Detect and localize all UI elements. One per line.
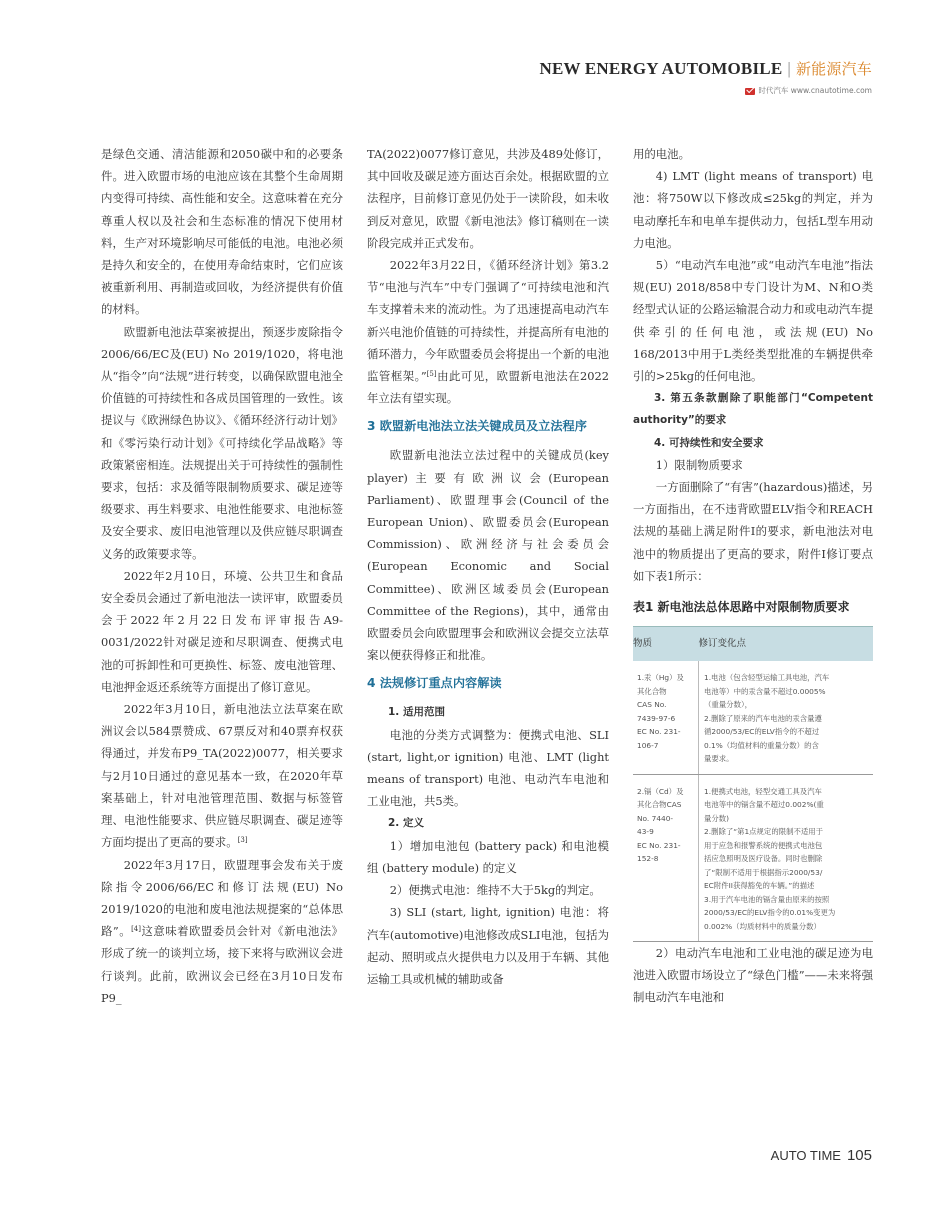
- cell-line: 循2000/53/EC的ELV指令的不超过: [704, 727, 820, 737]
- journal-website-text: 时代汽车 www.cnautotime.com: [758, 86, 872, 95]
- table-cell-change: [699, 661, 874, 774]
- subheading-text: 2. 定义: [388, 817, 424, 830]
- cell-line: 用于应急和报警系统的便携式电池包: [704, 840, 823, 850]
- cell-line: 其化合物CAS: [637, 800, 682, 810]
- paragraph: 欧盟新电池法草案被提出，预逐步废除指令2006/66/EC及(EU) No 2019/1020，将电池从“指令”向“法规”进行转变，以确保欧盟电池全价值链的可持续性和各成员国管理的一致性。该提议与《欧洲绿色协议》、《循环经济行动计划》和《零污染行动计划》《可持续化学品战略》等政策紧密相连。法规提出关于可持续性的强制性要求，包括：求及循等限制物质要求、碳足迹等级要求、再生料要求、电池性能要求、电池标签及安全要求、废旧电池管理以及供应链尽职调查义务的政策要求等。: [101, 324, 343, 561]
- cell-line: 0.1%（均值材料的重量分数）的含: [704, 740, 819, 750]
- cell-line: 2.删除了原来的汽车电池的汞含量遵: [704, 713, 822, 723]
- cell-line: 1.电池（包含轻型运输工具电池，汽车: [704, 673, 830, 683]
- restricted-substances-table: [633, 626, 873, 942]
- subheading: [633, 387, 873, 431]
- cell-line: 2.删除了“第1点规定的限制不适用于: [704, 827, 824, 837]
- journal-title-en: NEW ENERGY AUTOMOBILE: [539, 59, 783, 78]
- table-cell-material: [633, 661, 699, 774]
- journal-website: [539, 85, 872, 96]
- paragraph-text: 2022年3月17日，欧盟理事会发布关于废除指令2006/66/EC和修订法规(EU) No 2019/1020的电池和废电池法规提案的“总体思路”。: [101, 857, 343, 939]
- page-header: [539, 58, 872, 96]
- cell-line: CAS No.: [637, 700, 667, 710]
- subheading: [367, 701, 609, 723]
- cell-line: 43-9: [637, 827, 654, 837]
- paragraph: 是绿色交通、清洁能源和2050碳中和的必要条件。进入欧盟市场的电池应该在其整个生命周期内变得可持续、高性能和安全。这意味着在充分尊重人权以及社会和生态标准的情况下使用材料，生产对环境影响尽可能低的电池。电池必须是持久和安全的，在使用寿命结束时，它们应该被重新利用、再制造或回收，为经济提供有价值的材料。: [101, 147, 343, 317]
- cell-line: 电池等中的镉含量不超过0.002%(重: [704, 800, 824, 810]
- page-footer: [771, 1147, 872, 1164]
- page-number: 105: [846, 1147, 872, 1164]
- cell-line: No. 7440-: [637, 813, 674, 823]
- subheading-text: 1. 适用范围: [388, 706, 445, 719]
- citation-ref: [4]: [131, 925, 141, 934]
- paragraph: 电池的分类方式调整为：便携式电池、SLI (start, light,or ignition) 电池、LMT (light means of transport) 电池、电动汽车电池和工业电池，共5类。: [367, 727, 609, 809]
- cell-line: 7439-97-6: [637, 713, 676, 723]
- paragraph-text: 2022年3月22日，《循环经济计划》第3.2节“电池与汽车”中专门强调了“可持续电池和汽车支撑着未来的流动性。为了迅速提高电动汽车新兴电池价值链的可持续性，并提高所有电池的循环潜力，今年欧盟委员会将提出一个新的电池监管框架。”: [367, 258, 609, 384]
- paragraph: 2）便携式电池：维持不大于5kg的判定。: [389, 883, 601, 898]
- table-cell-change: [699, 774, 874, 942]
- paragraph: [101, 854, 343, 1009]
- cell-line: 量要求。: [704, 754, 734, 764]
- table-row: [633, 661, 873, 774]
- paragraph: 用的电池。: [633, 147, 690, 161]
- column-3: [633, 143, 873, 1009]
- subheading-text: 3. 第五条款删除了职能部门“Competent authority”的要求: [633, 392, 873, 427]
- footer-label: AUTO TIME: [770, 1148, 841, 1163]
- paragraph: 2022年2月10日，环境、公共卫生和食品安全委员会通过了新电池法一读评审，欧盟委员会于2022年2月22日发布评审报告A9-0031/2022针对碳足迹和尽职调查、便携式电池的可拆卸性和可更换性、标签、废电池管理、电池押金返还系统等方面提出了修订意见。: [101, 568, 343, 694]
- cell-line: EC No. 231-: [637, 727, 681, 737]
- subheading: [367, 812, 609, 834]
- section-heading: 3 欧盟新电池法立法关键成员及立法程序: [367, 419, 587, 434]
- paragraph: [101, 698, 343, 853]
- table-header-material: 物质: [633, 627, 699, 662]
- cell-line: 106-7: [637, 740, 659, 750]
- cell-line: 1.便携式电池，轻型交通工具及汽车: [704, 786, 822, 796]
- cell-line: 3.用于汽车电池的镉含量由原来的按照: [704, 894, 830, 904]
- paragraph: 2）电动汽车电池和工业电池的碳足迹为电池进入欧盟市场设立了“绿色门槛”——未来将强制电动汽车电池和: [633, 946, 873, 1005]
- cell-line: 量分数): [704, 813, 730, 823]
- cell-line: 了“限制不适用于根据指示2000/53/: [704, 867, 823, 877]
- cell-line: 2000/53/EC的ELV指令的0.01%变更为: [704, 908, 836, 918]
- cell-line: EC No. 231-: [637, 840, 681, 850]
- table-header-change: 修订变化点: [699, 627, 874, 662]
- column-1: [101, 143, 343, 1009]
- cell-line: 电池等）中的汞含量不超过0.0005%: [704, 686, 826, 696]
- cell-line: 2.镉（Cd）及: [637, 786, 684, 796]
- paragraph: 1）增加电池包 (battery pack) 和电池模组 (battery module) 的定义: [367, 838, 609, 875]
- mail-icon: [745, 88, 755, 95]
- paragraph-text: 这意味着欧盟委员会针对《新电池法》形成了统一的谈判立场，接下来将与欧洲议会进行谈判。此前，欧洲议会已经在3月10日发布P9_: [101, 924, 343, 1005]
- paragraph: 4) LMT (light means of transport) 电池：将750W以下修改成≤25kg的判定，并为电动摩托车和电单车提供动力，包括L型车用动力电池。: [633, 169, 873, 250]
- cell-line: 1.汞（Hg）及: [637, 673, 684, 683]
- cell-line: EC附件II获得豁免的车辆。”的描述: [704, 881, 815, 891]
- paragraph: 1）限制物质要求: [655, 457, 743, 472]
- cell-line: 152-8: [637, 854, 659, 864]
- subheading: [633, 432, 873, 454]
- citation-ref: [5]: [426, 370, 437, 379]
- cell-line: 其化合物: [637, 686, 667, 696]
- paragraph: [367, 254, 609, 409]
- table-title: 表1 新电池法总体思路中对限制物质要求: [633, 600, 850, 615]
- citation-ref: [3]: [237, 836, 248, 845]
- paragraph-text: 2022年3月10日，新电池法立法草案在欧洲议会以584票赞成、67票反对和40票弃权获得通过，并发布P9_TA(2022)0077，相关要求与2月10日通过的意见基本一致，在2020年草案基础上，针对电池管理范围、数据与标签管理、电池性能要求、供应链尽职调查、碳足迹等方面均提出了更高的要求。: [101, 702, 343, 850]
- title-separator: |: [787, 59, 791, 78]
- paragraph: TA(2022)0077修订意见，共涉及489处修订，其中回收及碳足迹方面达百余处。根据欧盟的立法程序，目前修订意见仍处于一读阶段，如未收到反对意见，欧盟《新电池法》修订稿则在一读阶段完成并正式发布。: [367, 147, 609, 250]
- paragraph: 3) SLI (start, light, ignition) 电池：将汽车(automotive)电池修改成SLI电池，包括为起动、照明或点火提供电力以及用于车辆、其他运输工具或机械的辅助或备: [367, 905, 609, 986]
- table-row: [633, 774, 873, 942]
- paragraph-text: 由此可见，欧盟新电池法在2022年立法有望实现。: [367, 369, 609, 406]
- section-heading: 4 法规修订重点内容解读: [367, 676, 502, 691]
- table-cell-material: [633, 774, 699, 942]
- paragraph: 欧盟新电池法立法过程中的关键成员(key player)主要有欧洲议会(European Parliament)、欧盟理事会(Council of the European Union)、欧盟委员会(European Commission)、欧洲经济与社会委员会(European Economic and Social Committee)、欧洲区域委员会(European Committee of the Regions)，其中，通常由欧盟委员会向欧盟理事会和欧洲议会提交立法草案以便获得修正和批准。: [367, 448, 609, 663]
- paragraph: 5）“电动汽车电池”或“电动汽车电池”指法规(EU) 2018/858中专门设计为M、N和O类经型式认证的公路运输混合动力和或电动汽车提供牵引的任何电池，或法规(EU) No 168/2013中用于L类经类型批准的车辆提供牵引的>25kg的任何电池。: [633, 258, 873, 384]
- cell-line: 0.002%（均质材料中的质量分数）: [704, 921, 821, 931]
- column-2: [367, 143, 609, 990]
- journal-title-cn: 新能源汽车: [795, 60, 872, 78]
- subheading-text: 4. 可持续性和安全要求: [654, 436, 764, 449]
- journal-title: [539, 58, 872, 79]
- cell-line: 括应急照明及医疗设备。同时也删除: [704, 854, 823, 864]
- table-header-row: [633, 627, 873, 662]
- table-body: [633, 661, 873, 942]
- paragraph: 一方面删除了“有害”(hazardous)描述，另一方面指出，在不违背欧盟ELV指令和REACH法规的基础上满足附件I的要求，新电池法对电池中的物质提出了更高的要求，附件I修订要点如下表1所示：: [633, 480, 873, 583]
- cell-line: （重量分数），: [704, 700, 753, 710]
